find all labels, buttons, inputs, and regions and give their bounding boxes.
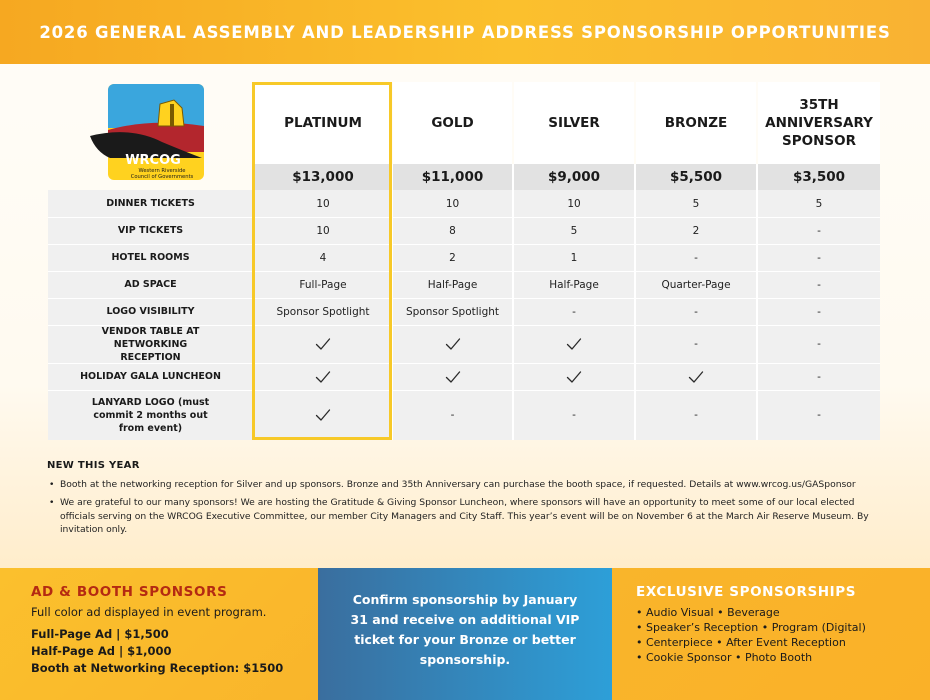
table-cell (393, 217, 512, 244)
cell-value: - (817, 338, 821, 350)
ad-booth-line: Half-Page Ad | $1,000 (31, 644, 172, 658)
table-cell (393, 298, 512, 325)
table-cell (393, 244, 512, 271)
price-anniversary: $3,500 (792, 169, 846, 185)
table-cell (514, 244, 634, 271)
cell-value: Full-Page (299, 278, 347, 291)
cell-value: 5 (815, 197, 823, 210)
table-cell (636, 390, 756, 440)
new-this-year-list (47, 478, 882, 541)
ad-booth-subtitle: Full color ad displayed in event program. (31, 605, 267, 619)
wrcog-logo (90, 82, 216, 182)
new-this-year-title: NEW THIS YEAR (47, 460, 140, 471)
table-cell (393, 271, 512, 298)
confirm-panel (318, 568, 612, 700)
table-cell (758, 390, 880, 440)
list-item: • Booth at the networking reception for Silver and up sponsors. Bronze and 35th Anniversary can purchase the booth space, if requested. Details at www.wrcog.us/GASponsor (47, 478, 882, 491)
price-gold: $11,000 (421, 169, 484, 185)
ad-booth-title: AD & BOOTH SPONSORS (31, 584, 228, 600)
ad-booth-panel (0, 568, 318, 700)
page-title: 2026 GENERAL ASSEMBLY AND LEADERSHIP ADDRESS SPONSORSHIP OPPORTUNITIES (39, 22, 891, 42)
cell-value: Sponsor Spotlight (405, 305, 500, 318)
exclusive-line: • Speaker’s Reception • Program (Digital) (636, 621, 866, 634)
tier-name-platinum: PLATINUM (284, 115, 362, 131)
cell-value: 2 (692, 224, 700, 237)
bottom-section (0, 568, 930, 700)
cell-value: Quarter-Page (661, 278, 731, 291)
cell-value: 8 (449, 224, 456, 237)
table-cell (514, 217, 634, 244)
table-cell (255, 363, 391, 390)
check-icon (315, 337, 331, 351)
table-cell (636, 363, 756, 390)
table-cell (514, 325, 634, 363)
logo-subtitle-line2: Council of Governments (130, 174, 194, 180)
exclusive-title: EXCLUSIVE SPONSORSHIPS (636, 584, 857, 600)
check-icon (566, 337, 582, 351)
price-silver: $9,000 (547, 169, 601, 185)
table-cell (758, 325, 880, 363)
table-cell (393, 363, 512, 390)
header-bar (0, 0, 930, 64)
ad-booth-line: Full-Page Ad | $1,500 (31, 627, 169, 641)
cell-value: - (817, 409, 821, 421)
cell-value: Half-Page (427, 278, 478, 291)
table-cell (758, 217, 880, 244)
table-cell (255, 190, 391, 217)
row-label-lanyard-logo: LANYARD LOGO (must commit 2 months out from event) (91, 396, 210, 434)
table-cell (636, 271, 756, 298)
table-cell (636, 298, 756, 325)
row-label-hotel-rooms: HOTEL ROOMS (111, 252, 190, 263)
table-cell (393, 190, 512, 217)
table-cell (514, 190, 634, 217)
table-cell (255, 271, 391, 298)
table-cell (255, 298, 391, 325)
cell-value: - (694, 251, 698, 264)
check-icon (315, 370, 331, 384)
tier-name-silver: SILVER (548, 115, 600, 131)
cell-value: 10 (316, 197, 330, 210)
cell-value: 2 (449, 251, 456, 264)
table-cell (514, 271, 634, 298)
table-cell (393, 325, 512, 363)
tier-name-gold: GOLD (431, 115, 474, 131)
cell-value: - (817, 224, 821, 237)
table-cell (758, 190, 880, 217)
cell-value: - (817, 251, 821, 264)
table-cell (758, 298, 880, 325)
check-icon (445, 370, 461, 384)
cell-value: - (817, 278, 821, 291)
check-icon (566, 370, 582, 384)
confirm-text: Confirm sponsorship by January 31 and receive on additional VIP ticket for your Bronze or better sponsorship. (350, 592, 580, 667)
row-label-vendor-table: VENDOR TABLE AT NETWORKING RECEPTION (101, 325, 200, 363)
cell-value: Half-Page (549, 278, 599, 291)
check-icon (445, 337, 461, 351)
logo-wordmark: WRCOG (125, 153, 181, 168)
price-platinum: $13,000 (292, 169, 354, 185)
ad-booth-line: Booth at Networking Reception: $1500 (31, 661, 284, 675)
check-icon (315, 408, 331, 422)
table-cell (758, 271, 880, 298)
exclusive-line: • Centerpiece • After Event Reception (636, 636, 846, 649)
cell-value: - (694, 338, 698, 350)
cell-value: 10 (445, 197, 460, 210)
cell-value: 5 (692, 197, 700, 210)
cell-value: - (694, 305, 698, 318)
table-cell (636, 325, 756, 363)
table-cell (514, 298, 634, 325)
list-item: • We are grateful to our many sponsors! We are hosting the Gratitude & Giving Sponsor Luncheon, where sponsors will have an opportunity to meet some of our local elected officials serving on the WRCOG Executive Committee, our member City Managers and City Staff. This year’s event will be on November 6 at the March Air Reserve Museum. By invitation only. (47, 496, 882, 536)
cell-value: - (572, 305, 576, 318)
cell-value: 1 (570, 251, 578, 264)
table-cell (636, 190, 756, 217)
exclusive-line: • Cookie Sponsor • Photo Booth (636, 651, 813, 664)
cell-value: 10 (316, 224, 330, 237)
table-cell (514, 390, 634, 440)
cell-value: 10 (567, 197, 581, 210)
table-cell (636, 244, 756, 271)
exclusive-panel (612, 568, 930, 700)
cell-value: 5 (570, 224, 578, 237)
table-cell (636, 217, 756, 244)
table-cell (758, 363, 880, 390)
row-label-holiday-gala: HOLIDAY GALA LUNCHEON (80, 371, 221, 382)
check-icon (688, 370, 704, 384)
row-label-ad-space: AD SPACE (124, 279, 177, 290)
row-label-dinner-tickets: DINNER TICKETS (106, 198, 195, 209)
price-bronze: $5,500 (669, 169, 723, 185)
exclusive-line: • Audio Visual • Beverage (636, 606, 780, 619)
table-cell (255, 325, 391, 363)
logo-subtitle-line1: Western Riverside (138, 168, 186, 174)
cell-value: - (694, 409, 698, 421)
table-cell (514, 363, 634, 390)
table-cell (758, 244, 880, 271)
cell-value: 4 (319, 251, 327, 264)
cell-value: - (572, 409, 576, 421)
tier-name-bronze: BRONZE (664, 115, 728, 131)
table-cell (255, 244, 391, 271)
row-label-logo-visibility: LOGO VISIBILITY (106, 306, 195, 317)
table-cell (255, 390, 391, 440)
cell-value: - (817, 305, 821, 318)
row-label-vip-tickets: VIP TICKETS (117, 225, 184, 236)
cell-value: - (817, 370, 821, 383)
table-cell (393, 390, 512, 440)
table-cell (255, 217, 391, 244)
cell-value: Sponsor Spotlight (276, 305, 370, 318)
tier-name-anniversary: 35TH ANNIVERSARY SPONSOR (765, 97, 873, 149)
cell-value: - (450, 409, 455, 421)
